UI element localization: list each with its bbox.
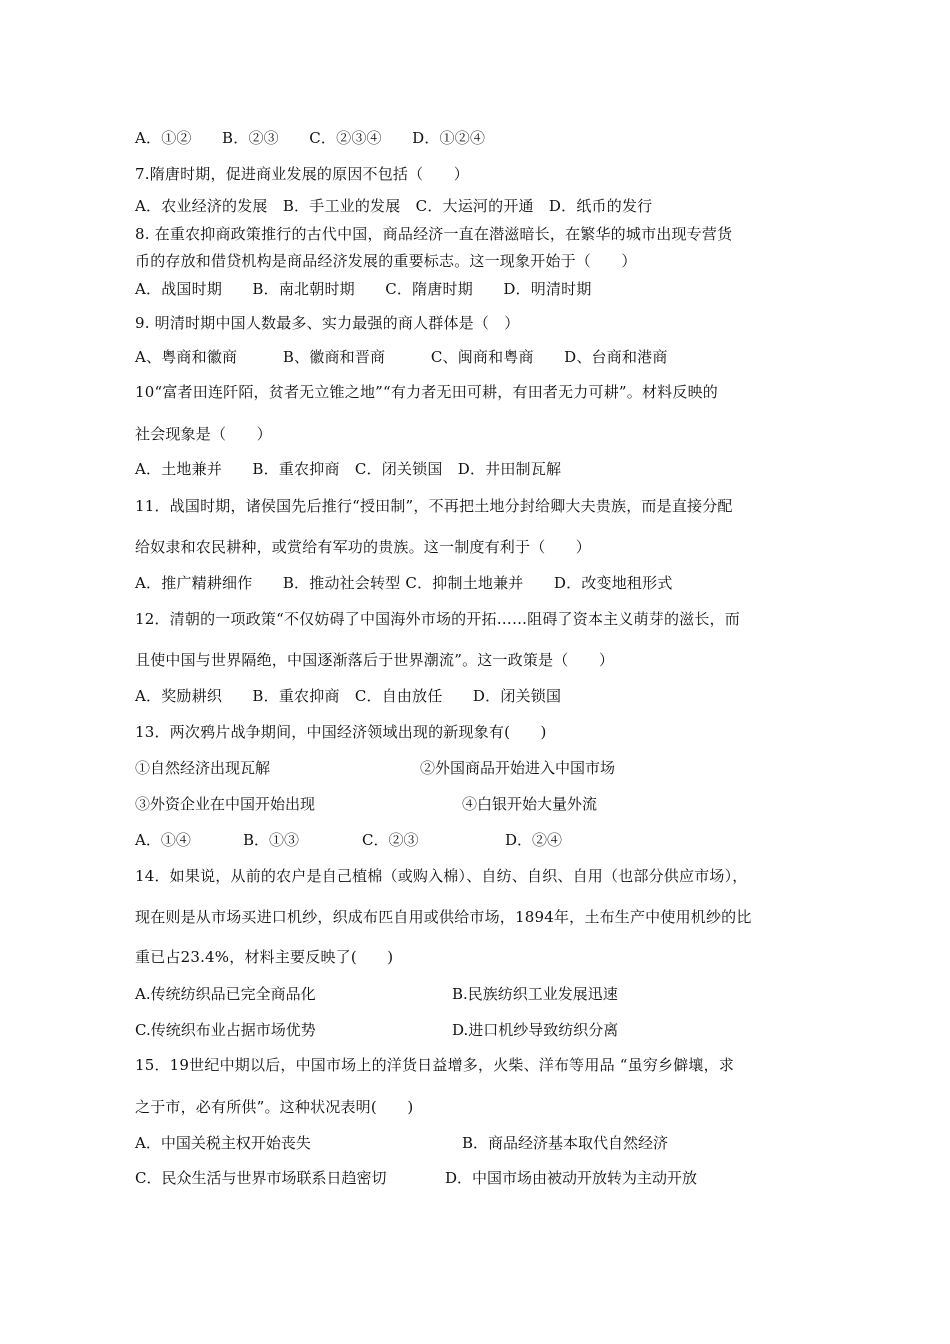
- q15-option-b: B．商品经济基本取代自然经济: [462, 1134, 669, 1152]
- q14-stem-3: 重已占23.4%，材料主要反映了( ): [135, 948, 394, 966]
- q14-stem-1: 14．如果说，从前的农户是自己植棉（或购入棉）、自纺、自织、自用（也部分供应市场），: [135, 867, 748, 885]
- q14-option-b: B.民族纺织工业发展迅速: [452, 985, 618, 1003]
- q15-stem-2: 之于市，必有所供”。这种状况表明( ): [135, 1098, 414, 1116]
- q8-stem-1: 8. 在重农抑商政策推行的古代中国，商品经济一直在潜滋暗长，在繁华的城市出现专营货: [135, 225, 733, 243]
- q11-stem-2: 给奴隶和农民耕种，或赏给有军功的贵族。这一制度有利于（ ）: [135, 538, 592, 556]
- q14-option-d: D.进口机纱导致纺织分离: [452, 1021, 619, 1039]
- q6-options: A．①② B．②③ C．②③④ D．①②④: [135, 129, 486, 147]
- q7-options: A．农业经济的发展 B．手工业的发展 C．大运河的开通 D．纸币的发行: [135, 197, 653, 215]
- q15-stem-1: 15．19世纪中期以后，中国市场上的洋货日益增多，火柴、洋布等用品 “虽穷乡僻壤，求: [135, 1056, 735, 1074]
- q13-stem: 13．两次鸦片战争期间，中国经济领域出现的新现象有( ): [135, 723, 547, 741]
- q10-options: A．土地兼并 B．重农抑商 C．闭关锁国 D．井田制瓦解: [135, 460, 562, 478]
- q15-option-a: A．中国关税主权开始丧失: [135, 1134, 311, 1152]
- q13-option-c: C．②③: [362, 831, 419, 849]
- q10-stem-1: 10“富者田连阡陌，贫者无立锥之地”“有力者无田可耕，有田者无力可耕”。材料反映的: [135, 383, 718, 401]
- q7-stem: 7.隋唐时期，促进商业发展的原因不包括（ ）: [135, 165, 469, 183]
- q9-options: A、粤商和徽商 B、徽商和晋商 C、闽商和粤商 D、台商和港商: [135, 348, 668, 366]
- q14-option-c: C.传统织布业占据市场优势: [135, 1021, 316, 1039]
- q13-option-d: D．②④: [505, 831, 563, 849]
- q13-item-1: ①自然经济出现瓦解: [135, 759, 271, 777]
- q13-item-2: ②外国商品开始进入中国市场: [420, 759, 616, 777]
- q11-options: A．推广精耕细作 B．推动社会转型 C．抑制土地兼并 D．改变地租形式: [135, 574, 673, 592]
- q11-stem-1: 11．战国时期，诸侯国先后推行“授田制”，不再把土地分封给卿大夫贵族，而是直接分配: [135, 497, 733, 515]
- q15-option-d: D．中国市场由被动开放转为主动开放: [445, 1169, 698, 1187]
- q9-stem: 9. 明清时期中国人数最多、实力最强的商人群体是（ ）: [135, 314, 520, 332]
- q15-option-c: C．民众生活与世界市场联系日趋密切: [135, 1169, 387, 1187]
- q8-options: A．战国时期 B．南北朝时期 C．隋唐时期 D．明清时期: [135, 280, 592, 298]
- q12-stem-2: 且使中国与世界隔绝，中国逐渐落后于世界潮流”。这一政策是（ ）: [135, 651, 615, 669]
- q12-stem-1: 12．清朝的一项政策“不仅妨碍了中国海外市场的开拓……阻碍了资本主义萌芽的滋长，而: [135, 610, 740, 628]
- q10-stem-2: 社会现象是（ ）: [135, 425, 272, 443]
- q8-stem-2: 币的存放和借贷机构是商品经济发展的重要标志。这一现象开始于（ ）: [135, 252, 637, 270]
- q13-item-3: ③外资企业在中国开始出现: [135, 795, 316, 813]
- q13-option-b: B．①③: [243, 831, 300, 849]
- q14-stem-2: 现在则是从市场买进口机纱，织成布匹自用或供给市场，1894年，土布生产中使用机纱的比: [135, 908, 752, 926]
- q12-options: A．奖励耕织 B．重农抑商 C．自由放任 D．闭关锁国: [135, 687, 562, 705]
- q13-option-a: A．①④: [135, 831, 191, 849]
- q13-item-4: ④白银开始大量外流: [462, 795, 598, 813]
- q14-option-a: A.传统纺织品已完全商品化: [135, 985, 316, 1003]
